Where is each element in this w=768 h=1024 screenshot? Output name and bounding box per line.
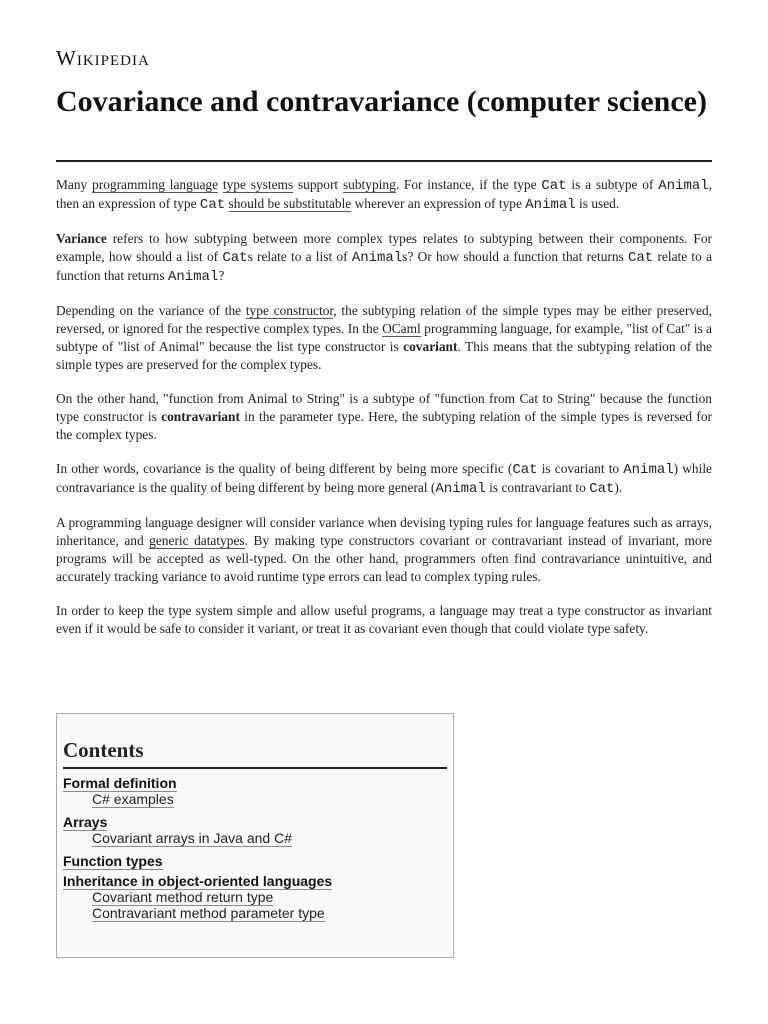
- link-subtyping[interactable]: subtyping: [342, 177, 396, 192]
- text: . For instance, if the type: [395, 177, 542, 192]
- paragraph-type-safety: [56, 602, 712, 638]
- code-cat: Cat: [512, 462, 538, 478]
- text: wherever an expression of type: [351, 196, 526, 211]
- toc-subitem-covariant-arrays[interactable]: Covariant arrays in Java and C#: [92, 830, 292, 846]
- toc-subitem-csharp-examples[interactable]: C# examples: [92, 791, 174, 807]
- toc-item-arrays[interactable]: Arrays: [63, 814, 108, 830]
- paragraph-intro: [56, 176, 712, 214]
- text: relate to a function that returns: [56, 249, 713, 283]
- text: refers to how subtyping between more complex types relates to subtyping between their components. For example, how should a list of: [56, 231, 712, 264]
- paragraph-variance: [56, 230, 712, 286]
- text: Many: [56, 177, 93, 192]
- text: is contravariant to: [485, 480, 590, 495]
- link-type-constructor[interactable]: type constructor: [245, 303, 334, 318]
- text: Depending on the variance of the: [56, 303, 246, 318]
- wikipedia-logo[interactable]: Wikipedia: [56, 46, 150, 70]
- code-cat: Cat: [628, 250, 654, 266]
- toc-item-formal-definition[interactable]: Formal definition: [63, 775, 177, 791]
- term-contravariant: contravariant: [161, 409, 240, 424]
- paragraph-contravariant: [56, 390, 712, 444]
- toc-subitem-covariant-return[interactable]: Covariant method return type: [92, 889, 274, 905]
- text: A programming language designer will consider variance when devising typing rules for language features such as arrays, inheritance, and: [56, 515, 712, 548]
- text: ?: [218, 268, 225, 283]
- text: In order to keep the type system simple and allow useful programs, a language may treat a type constructor as invariant even if it would be safe to consider it variant, or treat it as covariant even though that could violate type safety.: [56, 603, 712, 636]
- text: s? Or how should a function that returns: [402, 249, 628, 264]
- code-cat: Cat: [222, 250, 248, 266]
- text: , the subtyping relation of the simple types may be either preserved, reversed, or ignored for the respective complex types. In the: [56, 303, 712, 336]
- text: , then an expression of type: [56, 177, 713, 211]
- link-ocaml[interactable]: OCaml: [382, 321, 421, 336]
- toc-item-function-types[interactable]: Function types: [63, 853, 163, 869]
- text: is used.: [575, 196, 620, 211]
- paragraph-other-words: [56, 460, 712, 498]
- article-body: [56, 176, 712, 654]
- table-of-contents: [56, 713, 454, 958]
- code-animal: Animal: [658, 178, 709, 194]
- link-substitutable[interactable]: should be substitutable: [228, 196, 352, 211]
- term-variance: Variance: [56, 231, 107, 246]
- code-animal: Animal: [435, 481, 486, 497]
- link-programming-language[interactable]: programming language: [92, 177, 219, 192]
- toc-list: [63, 775, 447, 921]
- code-animal: Animal: [351, 250, 403, 266]
- code-animal: Animal: [167, 269, 219, 285]
- text: in the parameter type. Here, the subtyping relation of the simple types is reversed for the complex types.: [56, 409, 712, 442]
- page-title: Covariance and contravariance (computer science): [56, 85, 707, 118]
- code-animal: Animal: [525, 197, 576, 213]
- text: s relate to a list of: [247, 249, 352, 264]
- code-cat: Cat: [199, 197, 226, 213]
- text: programming language, for example, "list of Cat" is a subtype of "list of Animal" because the list type constructor is: [56, 321, 712, 354]
- text: ) while contravariance is the quality of being different by being more general (: [56, 461, 712, 495]
- text: . By making type constructors covariant or contravariant instead of invariant, more programs will be accepted as well-typed. On the other hand, programmers often find contravariance unintuitive, and accurately tracking variance to avoid runtime type errors can lead to complex typing rules.: [56, 533, 712, 584]
- text: [225, 196, 228, 211]
- link-type-systems[interactable]: type systems: [222, 177, 294, 192]
- text: ).: [614, 480, 623, 495]
- paragraph-language-designer: [56, 514, 712, 586]
- text: In other words, covariance is the quality of being different by being more specific (: [56, 461, 513, 476]
- text: support: [293, 177, 343, 192]
- text: is a subtype of: [566, 177, 659, 192]
- toc-item-inheritance[interactable]: Inheritance in object-oriented languages: [63, 873, 333, 889]
- code-cat: Cat: [541, 178, 567, 194]
- text: . This means that the subtyping relation of the simple types are preserved for the complex types.: [56, 339, 712, 372]
- term-covariant: covariant: [403, 339, 458, 354]
- toc-title: Contents: [63, 738, 447, 769]
- code-cat: Cat: [589, 481, 615, 497]
- paragraph-type-constructor: [56, 302, 712, 374]
- toc-subitem-contravariant-parameter[interactable]: Contravariant method parameter type: [92, 905, 325, 921]
- text: is covariant to: [537, 461, 624, 476]
- title-divider: [56, 160, 712, 162]
- text: On the other hand, "function from Animal to String" is a subtype of "function from Cat to String" because the function type constructor is: [56, 391, 712, 424]
- code-animal: Animal: [623, 462, 674, 478]
- link-generic-datatypes[interactable]: generic datatypes: [149, 533, 245, 548]
